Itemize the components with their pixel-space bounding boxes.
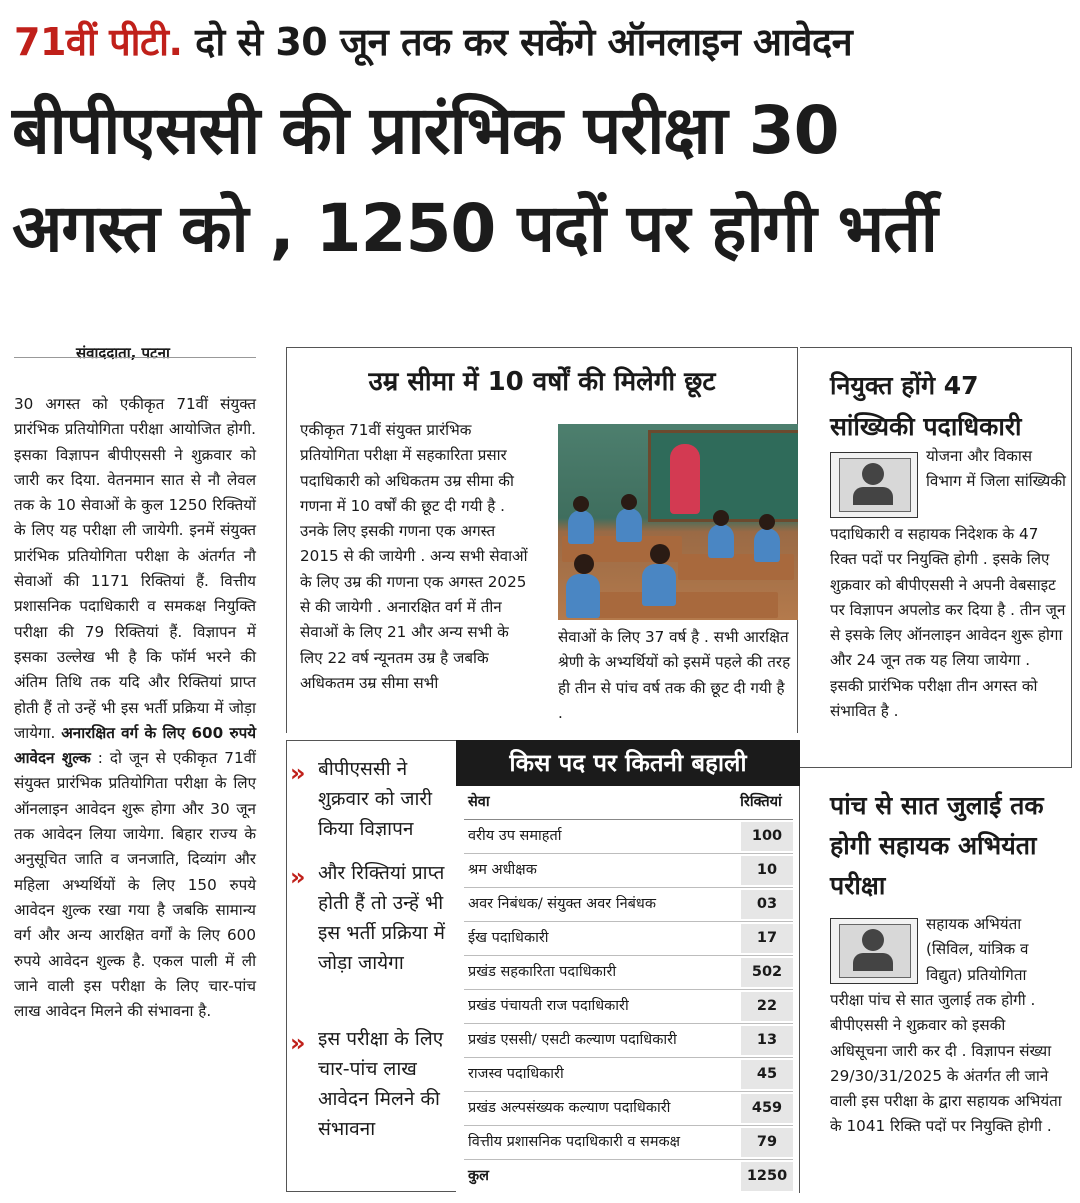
main-story-para-2: : दो जून से एकीकृत 71वीं संयुक्त प्रारंभिक प्रतियोगिता परीक्षा के लिए ऑनलाइन आवेदन शुरू होगा और 30 जून तक आवेदन लिया जायेगा. बिहार राज्य के अनुसूचित जाति व जनजाति, दिव्यांग और महिला अभ्यर्थियों के लिए 150 रुपये आवेदन शुल्क रखा गया है जबकि सामान्य वर्ग और अन्य आरक्षित वर्गों के लिए 600 रुपये आवेदन शुल्क है. एकल पाली में ली जाने वाली इस परीक्षा के लिए चार-पांच लाख आवेदन मिलने की संभावना है. [14,749,256,1021]
byline: संवाददाता, पटना [76,344,170,362]
service-name: प्रखंड अल्पसंख्यक कल्याण पदाधिकारी [468,1100,671,1116]
computer-user-icon [830,452,918,518]
age-box-text-left: एकीकृत 71वीं संयुक्त प्रारंभिक प्रतियोगिता परीक्षा में सहकारिता प्रसार पदाधिकारी को अधिकतम उम्र सीमा की गणना में 10 वर्षों की छूट दी गयी है . उनके लिए इसकी गणना एक अगस्त 2015 से की जायेगी . अन्य सभी सेवाओं के लिए उम्र की गणना एक अगस्त 2025 से की जायेगी . अनारक्षित वर्ग में तीन सेवाओं के लिए 21 और अन्य सभी के लिए 22 वर्ष न्यूनतम उम्र है जबकि अधिकतम उम्र सीमा सभी [300,421,528,692]
vacancy-table-title: किस पद पर कितनी बहाली [456,740,800,786]
service-name: राजस्व पदाधिकारी [468,1066,564,1082]
table-row [464,1058,793,1092]
age-box-title: उम्र सीमा में 10 वर्षों की मिलेगी छूट [368,367,716,397]
student-shape [568,510,594,544]
service-name: प्रखंड एससी/ एसटी कल्याण पदाधिकारी [468,1032,677,1048]
chevron-right-icon: » [290,759,306,787]
vacancy-count: 22 [741,992,793,1021]
vacancy-count: 17 [741,924,793,953]
age-box-text-right: सेवाओं के लिए 37 वर्ष है . सभी आरक्षित श्रेणी के अभ्यर्थियों को इसमें पहले की तरह ही तीन से पांच वर्ष तक की छूट दी गयी है . [558,628,791,722]
right-column-divider [800,767,1072,768]
pull-quote-2-text: और रिक्तियां प्राप्त होती हैं तो उन्हें भी इस भर्ती प्रक्रिया में जोड़ा जायेगा [318,862,446,974]
total-label: कुल [468,1168,489,1184]
table-row [464,1092,793,1126]
vacancy-table [456,786,800,1193]
chevron-right-icon: » [290,1029,306,1057]
kicker [14,8,1074,76]
right-story-2-text: परीक्षा पांच से सात जुलाई तक होगी . बीपीएससी ने शुक्रवार को इसकी अधिसूचना जारी कर दी . विज्ञापन संख्या 29/30/31/2025 के अंतर्गत ली जाने वाली इस परीक्षा के द्वारा सहायक अभियंता के 1041 रिक्ति पदों पर नियुक्ति होगी . [830,991,1062,1136]
student-shape [708,524,734,558]
student-head-shape [574,554,594,574]
service-name: श्रम अधीक्षक [468,862,537,878]
vacancy-count: 10 [741,856,793,885]
teacher-shape [670,444,700,514]
table-row [464,820,793,854]
headline-line-1: बीपीएससी की प्रारंभिक परीक्षा 30 [12,92,839,169]
table-row [464,922,793,956]
pull-quote-1-text: बीपीएससी ने शुक्रवार को जारी किया विज्ञापन [318,758,433,840]
right-story-1-text-wrap: योजना और विकास विभाग में जिला सांख्यिकी [926,447,1066,491]
vacancy-count: 502 [741,958,793,987]
student-shape [754,528,780,562]
right-story-1-title: नियुक्त होंगे 47 सांख्यिकी पदाधिकारी [830,371,1022,441]
vacancy-count: 100 [741,822,793,851]
table-row [464,956,793,990]
table-row [464,990,793,1024]
table-row [464,1024,793,1058]
vacancy-count: 459 [741,1094,793,1123]
student-shape [642,564,676,606]
student-head-shape [621,494,637,510]
computer-user-icon [830,918,918,984]
service-name: वरीय उप समाहर्ता [468,828,562,844]
student-shape [616,508,642,542]
main-story [14,392,256,1024]
vacancy-count: 13 [741,1026,793,1055]
vacancy-count: 79 [741,1128,793,1157]
student-head-shape [759,514,775,530]
total-count: 1250 [741,1162,793,1191]
pull-quote-3 [290,1024,450,1184]
column-header-vacancies: रिक्तियां [740,794,782,810]
kicker-label: 71वीं पीटी. [14,20,183,64]
main-story-para-1: 30 अगस्त को एकीकृत 71वीं संयुक्त प्रारंभिक प्रतियोगिता परीक्षा आयोजित होगी. इसका विज्ञापन बीपीएससी ने शुक्रवार को जारी कर दिया. वेतनमान सात से नौ लेवल तक के 10 सेवाओं के कुल 1250 रिक्तियों के लिए यह परीक्षा ली जायेगी. इनमें संयुक्त प्रारंभिक प्रतियोगिता परीक्षा के अंतर्गत नौ सेवाओं की 1171 रिक्तियां हैं. वित्तीय प्रशासनिक पदाधिकारी व समकक्ष नियुक्ति परीक्षा की 79 रिक्तियां हैं. विज्ञापन में इसका उल्लेख भी है कि फॉर्म भरने की अंतिम तिथि तक यदि और रिक्तियां प्राप्त होती हैं तो उन्हें भी इस भर्ती प्रक्रिया में जोड़ा जायेगा. [14,395,256,742]
service-name: वित्तीय प्रशासनिक पदाधिकारी व समकक्ष [468,1134,681,1150]
pull-quote-2 [290,858,450,1018]
service-name: प्रखंड सहकारिता पदाधिकारी [468,964,617,980]
classroom-photo [558,424,798,620]
chevron-right-icon: » [290,863,306,891]
student-shape [566,574,600,618]
student-head-shape [573,496,589,512]
table-header-row [464,786,793,820]
service-name: अवर निबंधक/ संयुक्त अवर निबंधक [468,896,656,912]
student-head-shape [650,544,670,564]
service-name: ईख पदाधिकारी [468,930,549,946]
pull-quote-1 [290,754,450,850]
service-name: प्रखंड पंचायती राज पदाधिकारी [468,998,629,1014]
right-story-1-text: पदाधिकारी व सहायक निदेशक के 47 रिक्त पदों पर नियुक्ति होगी . इसके लिए शुक्रवार को बीपीएससी ने अपनी वेबसाइट पर विज्ञापन अपलोड कर दिया है . तीन जून से इसके लिए ऑनलाइन आवेदन शुरू होगा और 24 जून तक यह लिया जायेगा . इसकी प्रारंभिक परीक्षा तीन अगस्त को संभावित है . [830,525,1066,721]
main-story-subhead: अनारक्षित वर्ग के लिए 600 रुपये आवेदन शुल्क [14,723,257,768]
vacancy-count: 03 [741,890,793,919]
headline [12,82,1072,278]
desk-shape [578,592,778,618]
pull-quote-3-text: इस परीक्षा के लिए चार-पांच लाख आवेदन मिलने की संभावना [318,1028,444,1140]
table-row [464,1126,793,1160]
table-total-row [464,1160,793,1193]
right-story-2-title: पांच से सात जुलाई तक होगी सहायक अभियंता परीक्षा [830,791,1044,900]
table-row [464,854,793,888]
headline-line-2: अगस्त को , 1250 पदों पर होगी भर्ती [12,190,937,267]
kicker-text: दो से 30 जून तक कर सकेंगे ऑनलाइन आवेदन [182,20,853,64]
byline-rule [14,357,256,358]
table-row [464,888,793,922]
vacancy-count: 45 [741,1060,793,1089]
student-head-shape [713,510,729,526]
column-header-service: सेवा [468,794,490,810]
right-story-2-text-wrap: सहायक अभियंता (सिविल, यांत्रिक व विद्युत) प्रतियोगिता [926,915,1029,984]
